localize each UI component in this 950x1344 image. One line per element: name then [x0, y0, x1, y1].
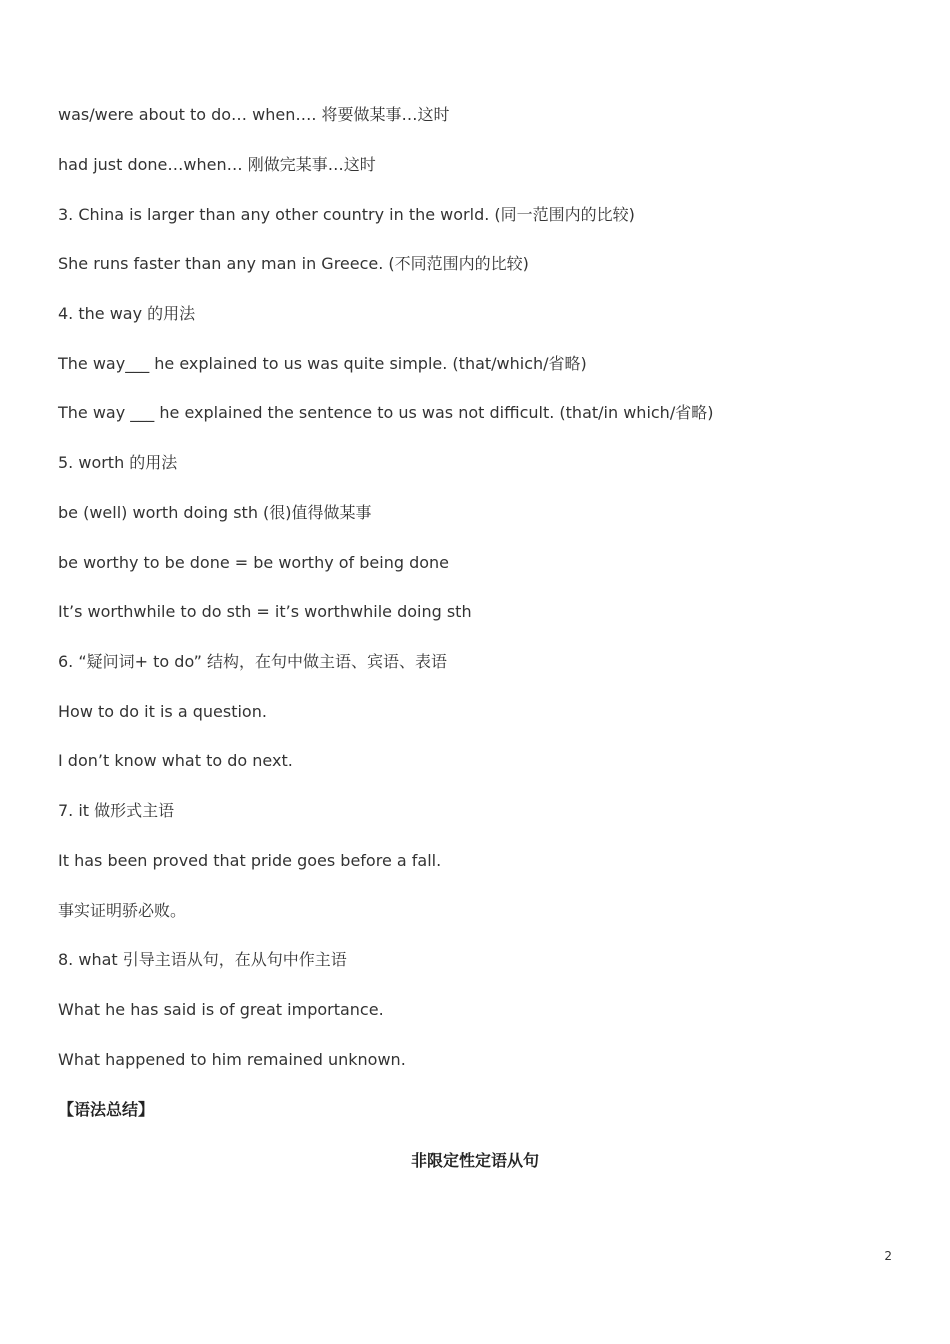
text-line-10: be worthy to be done = be worthy of being done — [58, 553, 450, 572]
text-line-8: 5. worth 的用法 — [58, 453, 178, 472]
text-line-17: 事实证明骄必败。 — [58, 901, 187, 920]
text-line-14: I don’t know what to do next. — [58, 751, 293, 770]
text-line-16: It has been proved that pride goes before a fall. — [58, 851, 442, 870]
text-line-15: 7. it 做形式主语 — [58, 801, 175, 820]
text-line-2: had just done…when… 刚做完某事…这时 — [58, 155, 376, 174]
text-line-7: The way ___ he explained the sentence to us was not difficult. (that/in which/省略) — [58, 403, 714, 422]
text-line-4: She runs faster than any man in Greece. (不同范围内的比较) — [58, 254, 529, 273]
text-line-9: be (well) worth doing sth (很)值得做某事 — [58, 503, 372, 522]
section-title: 非限定性定语从句 — [410, 1151, 539, 1170]
text-line-1: was/were about to do… when…. 将要做某事…这时 — [58, 105, 450, 124]
text-line-5: 4. the way 的用法 — [58, 304, 196, 323]
text-line-13: How to do it is a question. — [58, 702, 267, 721]
text-line-19: What he has said is of great importance. — [58, 1000, 384, 1019]
text-line-18: 8. what 引导主语从句，在从句中作主语 — [58, 950, 347, 969]
text-line-3: 3. China is larger than any other country in the world. (同一范围内的比较) — [58, 205, 635, 224]
page-number: 2 — [884, 1249, 892, 1263]
section-label: 【语法总结】 — [58, 1100, 155, 1119]
text-line-12: 6. “疑问词+ to do” 结构，在句中做主语、宾语、表语 — [58, 652, 448, 671]
text-line-11: It’s worthwhile to do sth = it’s worthwhile doing sth — [58, 602, 472, 621]
text-line-20: What happened to him remained unknown. — [58, 1050, 406, 1069]
text-line-6: The way___ he explained to us was quite simple. (that/which/省略) — [58, 354, 587, 373]
